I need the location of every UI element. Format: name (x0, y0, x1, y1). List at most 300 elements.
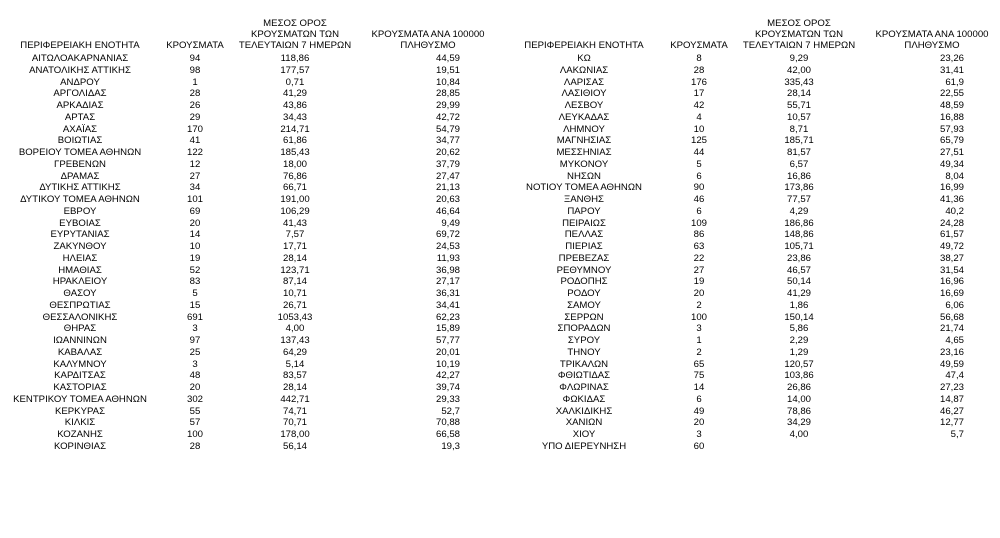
cell-cases-per-100k: 61,9 (945, 76, 964, 88)
cell-region: ΘΑΣΟΥ (63, 288, 97, 299)
cell-region: ΦΘΙΩΤΙΔΑΣ (557, 370, 611, 382)
cell-region: ΠΕΛΛΑΣ (564, 229, 604, 241)
cell-cases-per-100k: 20,62 (435, 147, 460, 158)
table-row (504, 323, 1000, 335)
table-row (0, 406, 496, 418)
cell-avg-7-days: 4,00 (285, 323, 305, 335)
cell-cases-per-100k: 11,93 (436, 252, 460, 264)
cell-cases: 94 (189, 53, 201, 64)
cell-cases-per-100k: 70,88 (435, 417, 460, 429)
cell-region: ΠΑΡΟΥ (567, 205, 601, 217)
cell-region: ΚΟΖΑΝΗΣ (57, 429, 103, 440)
cell-cases: 29 (189, 111, 201, 123)
cell-cases-per-100k: 49,72 (939, 241, 964, 252)
cell-cases-per-100k: 23,16 (939, 346, 964, 358)
cell-cases-per-100k: 46,27 (939, 405, 964, 417)
table-row (0, 288, 496, 300)
cell-region: ΜΕΣΣΗΝΙΑΣ (556, 147, 612, 158)
cell-cases: 55 (189, 405, 201, 417)
cell-cases-per-100k: 16,69 (939, 288, 964, 299)
cell-avg-7-days: 46,57 (786, 264, 811, 276)
cell-cases-per-100k: 49,59 (939, 358, 964, 370)
cell-avg-7-days: 148,86 (784, 229, 814, 241)
cell-cases: 86 (693, 229, 705, 241)
cell-cases: 17 (693, 88, 705, 100)
cell-avg-7-days: 4,29 (789, 205, 809, 217)
table-row (0, 265, 496, 277)
cell-region: ΛΑΚΩΝΙΑΣ (559, 64, 609, 76)
cell-cases-per-100k: 54,79 (435, 123, 460, 135)
cell-cases: 10 (189, 241, 201, 252)
cell-avg-7-days: 26,71 (282, 299, 307, 311)
cell-region: ΕΥΡΥΤΑΝΙΑΣ (50, 229, 110, 241)
cell-cases-per-100k: 24,28 (939, 217, 964, 229)
cell-region: ΣΕΡΡΩΝ (564, 311, 604, 323)
table-body (0, 53, 496, 453)
table-row (0, 53, 496, 65)
table-row (0, 218, 496, 230)
cell-cases-per-100k: 57,93 (939, 123, 964, 135)
cell-cases-per-100k: 12,77 (939, 417, 964, 429)
cell-cases: 20 (189, 217, 201, 229)
table-body (504, 53, 1000, 453)
header-cases-per-100k: ΚΡΟΥΣΜΑΤΑ ΑΝΑ 100000 ΠΛΗΘΥΣΜΟ (371, 29, 485, 51)
table-row (0, 335, 496, 347)
table-row (504, 406, 1000, 418)
cell-avg-7-days: 17,71 (282, 241, 307, 252)
cell-cases: 98 (189, 64, 201, 76)
cell-avg-7-days: 50,14 (786, 276, 811, 288)
cell-region: ΔΥΤΙΚΗΣ ΑΤΤΙΚΗΣ (39, 182, 121, 194)
cell-cases-per-100k: 46,64 (435, 205, 460, 217)
cell-cases-per-100k: 21,13 (435, 182, 460, 194)
cell-region: ΚΑΛΥΜΝΟΥ (53, 358, 107, 370)
cell-avg-7-days: 34,43 (282, 111, 307, 123)
cell-avg-7-days: 178,00 (280, 429, 310, 440)
cell-avg-7-days: 55,71 (786, 100, 811, 111)
table-row (504, 441, 1000, 453)
cell-cases: 176 (690, 76, 707, 88)
table-row (0, 77, 496, 89)
cell-region: ΚΕΡΚΥΡΑΣ (54, 405, 105, 417)
table-row (504, 241, 1000, 253)
cell-cases-per-100k: 14,87 (939, 393, 964, 405)
table-row (0, 194, 496, 206)
cell-cases-per-100k: 10,19 (435, 358, 460, 370)
cell-cases: 2 (696, 299, 702, 311)
header-region: ΠΕΡΙΦΕΡΕΙΑΚΗ ΕΝΟΤΗΤΑ (20, 40, 140, 51)
cell-cases: 20 (693, 417, 705, 429)
cell-cases-per-100k: 10,84 (435, 76, 460, 88)
cell-cases: 49 (693, 405, 705, 417)
cell-avg-7-days: 41,29 (786, 288, 811, 299)
cell-cases: 69 (189, 205, 201, 217)
cell-cases-per-100k: 6,06 (945, 299, 964, 311)
cell-cases: 1 (696, 335, 702, 346)
cell-avg-7-days: 87,14 (282, 276, 307, 288)
cell-region: ΑΡΤΑΣ (64, 111, 96, 123)
cell-cases: 19 (693, 276, 705, 288)
cell-cases-per-100k: 34,41 (435, 299, 460, 311)
cell-cases-per-100k: 36,31 (435, 288, 460, 299)
cell-avg-7-days: 186,86 (784, 217, 814, 229)
cell-cases: 63 (693, 241, 705, 252)
cell-region: ΑΡΚΑΔΙΑΣ (56, 100, 104, 111)
cell-avg-7-days: 83,57 (282, 370, 307, 382)
cell-cases: 10 (693, 123, 705, 135)
cell-region: ΧΙΟΥ (572, 429, 596, 440)
cell-region: ΛΕΥΚΑΔΑΣ (558, 111, 610, 123)
cell-cases: 302 (186, 393, 203, 405)
cell-cases: 41 (189, 135, 201, 147)
cell-cases: 27 (693, 264, 705, 276)
cell-avg-7-days: 6,57 (789, 158, 809, 170)
cell-cases: 170 (186, 123, 203, 135)
cell-region: ΑΙΤΩΛΟΑΚΑΡΝΑΝΙΑΣ (31, 53, 129, 64)
cell-cases: 26 (189, 100, 201, 111)
cell-cases-per-100k: 41,36 (939, 194, 964, 205)
cell-avg-7-days: 214,71 (280, 123, 310, 135)
table-row (0, 182, 496, 194)
cell-avg-7-days: 42,00 (786, 64, 811, 76)
right-table-panel (504, 10, 1000, 453)
cell-region: ΚΩ (577, 53, 591, 64)
header-avg-7-days: ΜΕΣΟΣ ΟΡΟΣ ΚΡΟΥΣΜΑΤΩΝ ΤΩΝ ΤΕΛΕΥΤΑΙΩΝ 7 ΗΜΕΡΩΝ (742, 18, 856, 51)
table-row (0, 417, 496, 429)
cell-cases: 125 (690, 135, 707, 147)
cell-region: ΛΗΜΝΟΥ (563, 123, 605, 135)
cell-avg-7-days: 335,43 (784, 76, 814, 88)
table-row (0, 171, 496, 183)
table-row (0, 253, 496, 265)
cell-cases-per-100k: 28,85 (435, 88, 460, 100)
cell-avg-7-days: 2,29 (789, 335, 809, 346)
cell-region: ΠΙΕΡΙΑΣ (565, 241, 603, 252)
table-row (504, 300, 1000, 312)
cell-cases: 34 (189, 182, 201, 194)
cell-cases: 46 (693, 194, 705, 205)
table-row (0, 88, 496, 100)
cell-cases: 5 (192, 288, 198, 299)
table-row (504, 159, 1000, 171)
cell-region: ΡΟΔΟΥ (567, 288, 601, 299)
table-row (0, 429, 496, 441)
cell-avg-7-days: 78,86 (786, 405, 811, 417)
table-row (504, 417, 1000, 429)
table-row (0, 312, 496, 324)
cell-avg-7-days: 106,29 (280, 205, 310, 217)
cell-avg-7-days: 14,00 (786, 393, 811, 405)
table-row (504, 112, 1000, 124)
cell-cases: 20 (693, 288, 705, 299)
cell-region: ΗΡΑΚΛΕΙΟΥ (52, 276, 108, 288)
table-row (504, 359, 1000, 371)
cell-cases: 15 (189, 299, 201, 311)
table-row (504, 206, 1000, 218)
cell-cases: 3 (696, 323, 702, 335)
header-cases: ΚΡΟΥΣΜΑΤΑ (166, 40, 224, 51)
cell-cases-per-100k: 8,04 (945, 170, 964, 182)
cell-cases: 691 (186, 311, 203, 323)
cell-cases: 20 (189, 382, 201, 393)
cell-cases-per-100k: 4,65 (945, 335, 964, 346)
cell-cases: 65 (693, 358, 705, 370)
table-row (0, 147, 496, 159)
cell-cases-per-100k: 66,58 (435, 429, 460, 440)
cell-region: ΞΑΝΘΗΣ (564, 194, 604, 205)
cell-cases-per-100k: 62,23 (435, 311, 460, 323)
table-row (0, 394, 496, 406)
cell-region: ΒΟΡΕΙΟΥ ΤΟΜΕΑ ΑΘΗΝΩΝ (18, 147, 142, 158)
cell-region: ΘΗΡΑΣ (63, 323, 97, 335)
cell-region: ΙΩΑΝΝΙΝΩΝ (53, 335, 107, 346)
cell-cases-per-100k: 27,17 (435, 276, 460, 288)
cell-cases: 122 (186, 147, 203, 158)
cell-avg-7-days: 56,14 (282, 440, 307, 452)
cell-region: ΣΠΟΡΑΔΩΝ (557, 323, 611, 335)
cell-region: ΚΕΝΤΡΙΚΟΥ ΤΟΜΕΑ ΑΘΗΝΩΝ (13, 393, 147, 405)
table-row (504, 194, 1000, 206)
cell-avg-7-days: 173,86 (784, 182, 814, 194)
table-row (0, 347, 496, 359)
cell-region: ΧΑΝΙΩΝ (565, 417, 603, 429)
cell-avg-7-days: 77,57 (786, 194, 811, 205)
cell-avg-7-days: 150,14 (784, 311, 814, 323)
cell-region: ΣΥΡΟΥ (567, 335, 601, 346)
cell-avg-7-days: 4,00 (789, 429, 809, 440)
left-table-panel (0, 10, 496, 453)
cell-region: ΡΕΘΥΜΝΟΥ (556, 264, 612, 276)
cell-avg-7-days: 118,86 (280, 53, 310, 64)
table-row (504, 370, 1000, 382)
cell-avg-7-days: 1,86 (789, 299, 809, 311)
cell-region: ΡΟΔΟΠΗΣ (560, 276, 608, 288)
cell-region: ΚΑΒΑΛΑΣ (57, 346, 103, 358)
cell-avg-7-days: 105,71 (784, 241, 814, 252)
cell-cases-per-100k: 31,41 (939, 64, 964, 76)
cell-cases: 14 (189, 229, 201, 241)
cell-cases-per-100k: 29,33 (435, 393, 460, 405)
cell-cases-per-100k: 16,99 (939, 182, 964, 194)
cell-cases: 109 (690, 217, 707, 229)
cell-cases-per-100k: 29,99 (435, 100, 460, 111)
cell-cases: 90 (693, 182, 705, 194)
table-row (0, 159, 496, 171)
cell-cases: 75 (693, 370, 705, 382)
table-row (504, 312, 1000, 324)
cell-region: ΑΝΑΤΟΛΙΚΗΣ ΑΤΤΙΚΗΣ (29, 64, 131, 76)
cell-avg-7-days: 5,14 (285, 358, 305, 370)
cell-cases: 48 (189, 370, 201, 382)
cell-avg-7-days: 5,86 (789, 323, 809, 335)
cell-cases-per-100k: 16,96 (939, 276, 964, 288)
cell-avg-7-days: 28,14 (282, 252, 307, 264)
table-row (504, 77, 1000, 89)
cell-region: ΗΜΑΘΙΑΣ (58, 264, 102, 276)
table-row (504, 65, 1000, 77)
cell-cases-per-100k: 27,47 (435, 170, 460, 182)
cell-avg-7-days (734, 441, 864, 453)
cell-cases-per-100k: 9,49 (441, 217, 460, 229)
table-row (504, 218, 1000, 230)
cell-cases-per-100k: 15,89 (435, 323, 460, 335)
cell-region: ΛΑΡΙΣΑΣ (563, 76, 605, 88)
cell-cases: 42 (693, 100, 705, 111)
cell-avg-7-days: 103,86 (784, 370, 814, 382)
cell-cases-per-100k: 38,27 (939, 252, 964, 264)
cell-avg-7-days: 0,71 (285, 76, 305, 88)
cell-cases: 6 (696, 393, 702, 405)
cell-cases-per-100k: 27,51 (939, 147, 964, 158)
table-header (0, 10, 496, 53)
table-row (0, 124, 496, 136)
cell-avg-7-days: 74,71 (282, 405, 307, 417)
cell-cases-per-100k: 42,72 (435, 111, 460, 123)
cell-cases: 2 (696, 346, 702, 358)
cell-avg-7-days: 61,86 (282, 135, 307, 147)
cell-region: ΓΡΕΒΕΝΩΝ (54, 158, 106, 170)
cell-cases-per-100k: 16,88 (939, 111, 964, 123)
table-row (0, 382, 496, 394)
cell-avg-7-days: 9,29 (789, 53, 809, 64)
table-row (0, 359, 496, 371)
table-row (0, 370, 496, 382)
cell-region: ΕΥΒΟΙΑΣ (59, 217, 101, 229)
table-row (0, 300, 496, 312)
cell-cases-per-100k: 19,51 (435, 64, 460, 76)
cell-cases-per-100k: 37,79 (435, 158, 460, 170)
table-row (504, 124, 1000, 136)
table-row (0, 229, 496, 241)
cell-region: ΗΛΕΙΑΣ (62, 252, 98, 264)
cell-region: ΝΟΤΙΟΥ ΤΟΜΕΑ ΑΘΗΝΩΝ (526, 182, 642, 194)
cell-avg-7-days: 185,71 (784, 135, 814, 147)
cell-cases-per-100k: 52,7 (441, 405, 460, 417)
cell-cases-per-100k: 42,27 (435, 370, 460, 382)
cell-region: ΝΗΣΩΝ (567, 170, 601, 182)
cell-cases-per-100k: 57,77 (435, 335, 460, 346)
cell-cases: 27 (189, 170, 201, 182)
cell-cases: 14 (693, 382, 705, 393)
cell-cases: 1 (192, 76, 198, 88)
cell-region: ΑΧΑΪΑΣ (62, 123, 98, 135)
table-row (504, 88, 1000, 100)
cell-region: ΘΕΣΠΡΩΤΙΑΣ (49, 299, 111, 311)
cell-cases-per-100k: 44,59 (435, 53, 460, 64)
cell-cases-per-100k: 22,55 (939, 88, 964, 100)
cell-cases: 6 (696, 205, 702, 217)
cell-cases-per-100k: 21,74 (939, 323, 964, 335)
cell-cases: 44 (693, 147, 705, 158)
header-cases: ΚΡΟΥΣΜΑΤΑ (670, 40, 728, 51)
cell-region: ΠΕΙΡΑΙΩΣ (562, 217, 606, 229)
cell-region: ΚΙΛΚΙΣ (64, 417, 96, 429)
cases-table-left (0, 10, 496, 453)
cell-cases-per-100k: 34,77 (435, 135, 460, 147)
cell-cases: 4 (696, 111, 702, 123)
cell-cases: 60 (693, 440, 705, 452)
table-row (504, 147, 1000, 159)
table-row (504, 335, 1000, 347)
cell-cases-per-100k: 48,59 (939, 100, 964, 111)
cell-avg-7-days: 41,43 (282, 217, 307, 229)
cell-avg-7-days: 41,29 (282, 88, 307, 100)
cell-cases-per-100k: 27,23 (939, 382, 964, 393)
cell-avg-7-days: 185,43 (280, 147, 310, 158)
cell-cases-per-100k: 47,4 (945, 370, 964, 382)
cell-cases: 28 (189, 88, 201, 100)
table-row (504, 171, 1000, 183)
cell-region: ΦΩΚΙΔΑΣ (562, 393, 606, 405)
cell-region: ΔΡΑΜΑΣ (60, 170, 100, 182)
cell-cases-per-100k (864, 441, 1000, 453)
cell-region: ΜΥΚΟΝΟΥ (559, 158, 609, 170)
cell-avg-7-days: 137,43 (280, 335, 310, 346)
cell-region: ΖΑΚΥΝΘΟΥ (53, 241, 107, 252)
cell-region: ΒΟΙΩΤΙΑΣ (57, 135, 103, 147)
cell-cases-per-100k: 19,3 (441, 440, 460, 452)
cell-avg-7-days: 34,29 (786, 417, 811, 429)
cell-avg-7-days: 177,57 (280, 64, 310, 76)
cell-cases: 3 (696, 429, 702, 440)
cell-cases-per-100k: 69,72 (435, 229, 460, 241)
cell-avg-7-days: 26,86 (786, 382, 811, 393)
table-row (504, 53, 1000, 65)
table-row (0, 65, 496, 77)
cell-region: ΑΡΓΟΛΙΔΑΣ (53, 88, 107, 100)
cell-avg-7-days: 120,57 (784, 358, 814, 370)
table-row (504, 100, 1000, 112)
cell-region: ΣΑΜΟΥ (567, 299, 601, 311)
cell-cases: 19 (189, 252, 201, 264)
header-avg-7-days: ΜΕΣΟΣ ΟΡΟΣ ΚΡΟΥΣΜΑΤΩΝ ΤΩΝ ΤΕΛΕΥΤΑΙΩΝ 7 ΗΜΕΡΩΝ (238, 18, 352, 51)
cell-cases: 25 (189, 346, 201, 358)
table-row (0, 135, 496, 147)
cell-region: ΧΑΛΚΙΔΙΚΗΣ (555, 405, 613, 417)
cell-avg-7-days: 7,57 (285, 229, 305, 241)
cell-region: ΚΑΣΤΟΡΙΑΣ (53, 382, 107, 393)
cell-region: ΕΒΡΟΥ (63, 205, 97, 217)
cell-region: ΑΝΔΡΟΥ (60, 76, 100, 88)
cell-cases-per-100k: 65,79 (939, 135, 964, 147)
cell-avg-7-days: 1053,43 (277, 311, 313, 323)
cell-avg-7-days: 23,86 (786, 252, 811, 264)
table-row (504, 276, 1000, 288)
cell-cases-per-100k: 61,57 (939, 229, 964, 241)
table-row (504, 429, 1000, 441)
cell-cases-per-100k: 20,01 (435, 346, 460, 358)
cell-cases: 100 (186, 429, 203, 440)
cell-cases-per-100k: 36,98 (435, 264, 460, 276)
cell-region: ΛΕΣΒΟΥ (564, 100, 604, 111)
cell-region: ΔΥΤΙΚΟΥ ΤΟΜΕΑ ΑΘΗΝΩΝ (20, 194, 140, 205)
table-row (504, 135, 1000, 147)
cell-cases: 3 (192, 323, 198, 335)
cell-region: ΠΡΕΒΕΖΑΣ (558, 252, 610, 264)
cell-cases-per-100k: 40,2 (945, 205, 964, 217)
cell-avg-7-days: 28,14 (786, 88, 811, 100)
cell-cases: 97 (189, 335, 201, 346)
cell-cases: 83 (189, 276, 201, 288)
cell-avg-7-days: 10,71 (282, 288, 307, 299)
table-row (0, 112, 496, 124)
cell-cases-per-100k: 24,53 (435, 241, 460, 252)
cell-cases-per-100k: 31,54 (939, 264, 964, 276)
cell-avg-7-days: 16,86 (786, 170, 811, 182)
table-row (0, 276, 496, 288)
table-row (504, 265, 1000, 277)
cell-region: ΚΑΡΔΙΤΣΑΣ (54, 370, 106, 382)
